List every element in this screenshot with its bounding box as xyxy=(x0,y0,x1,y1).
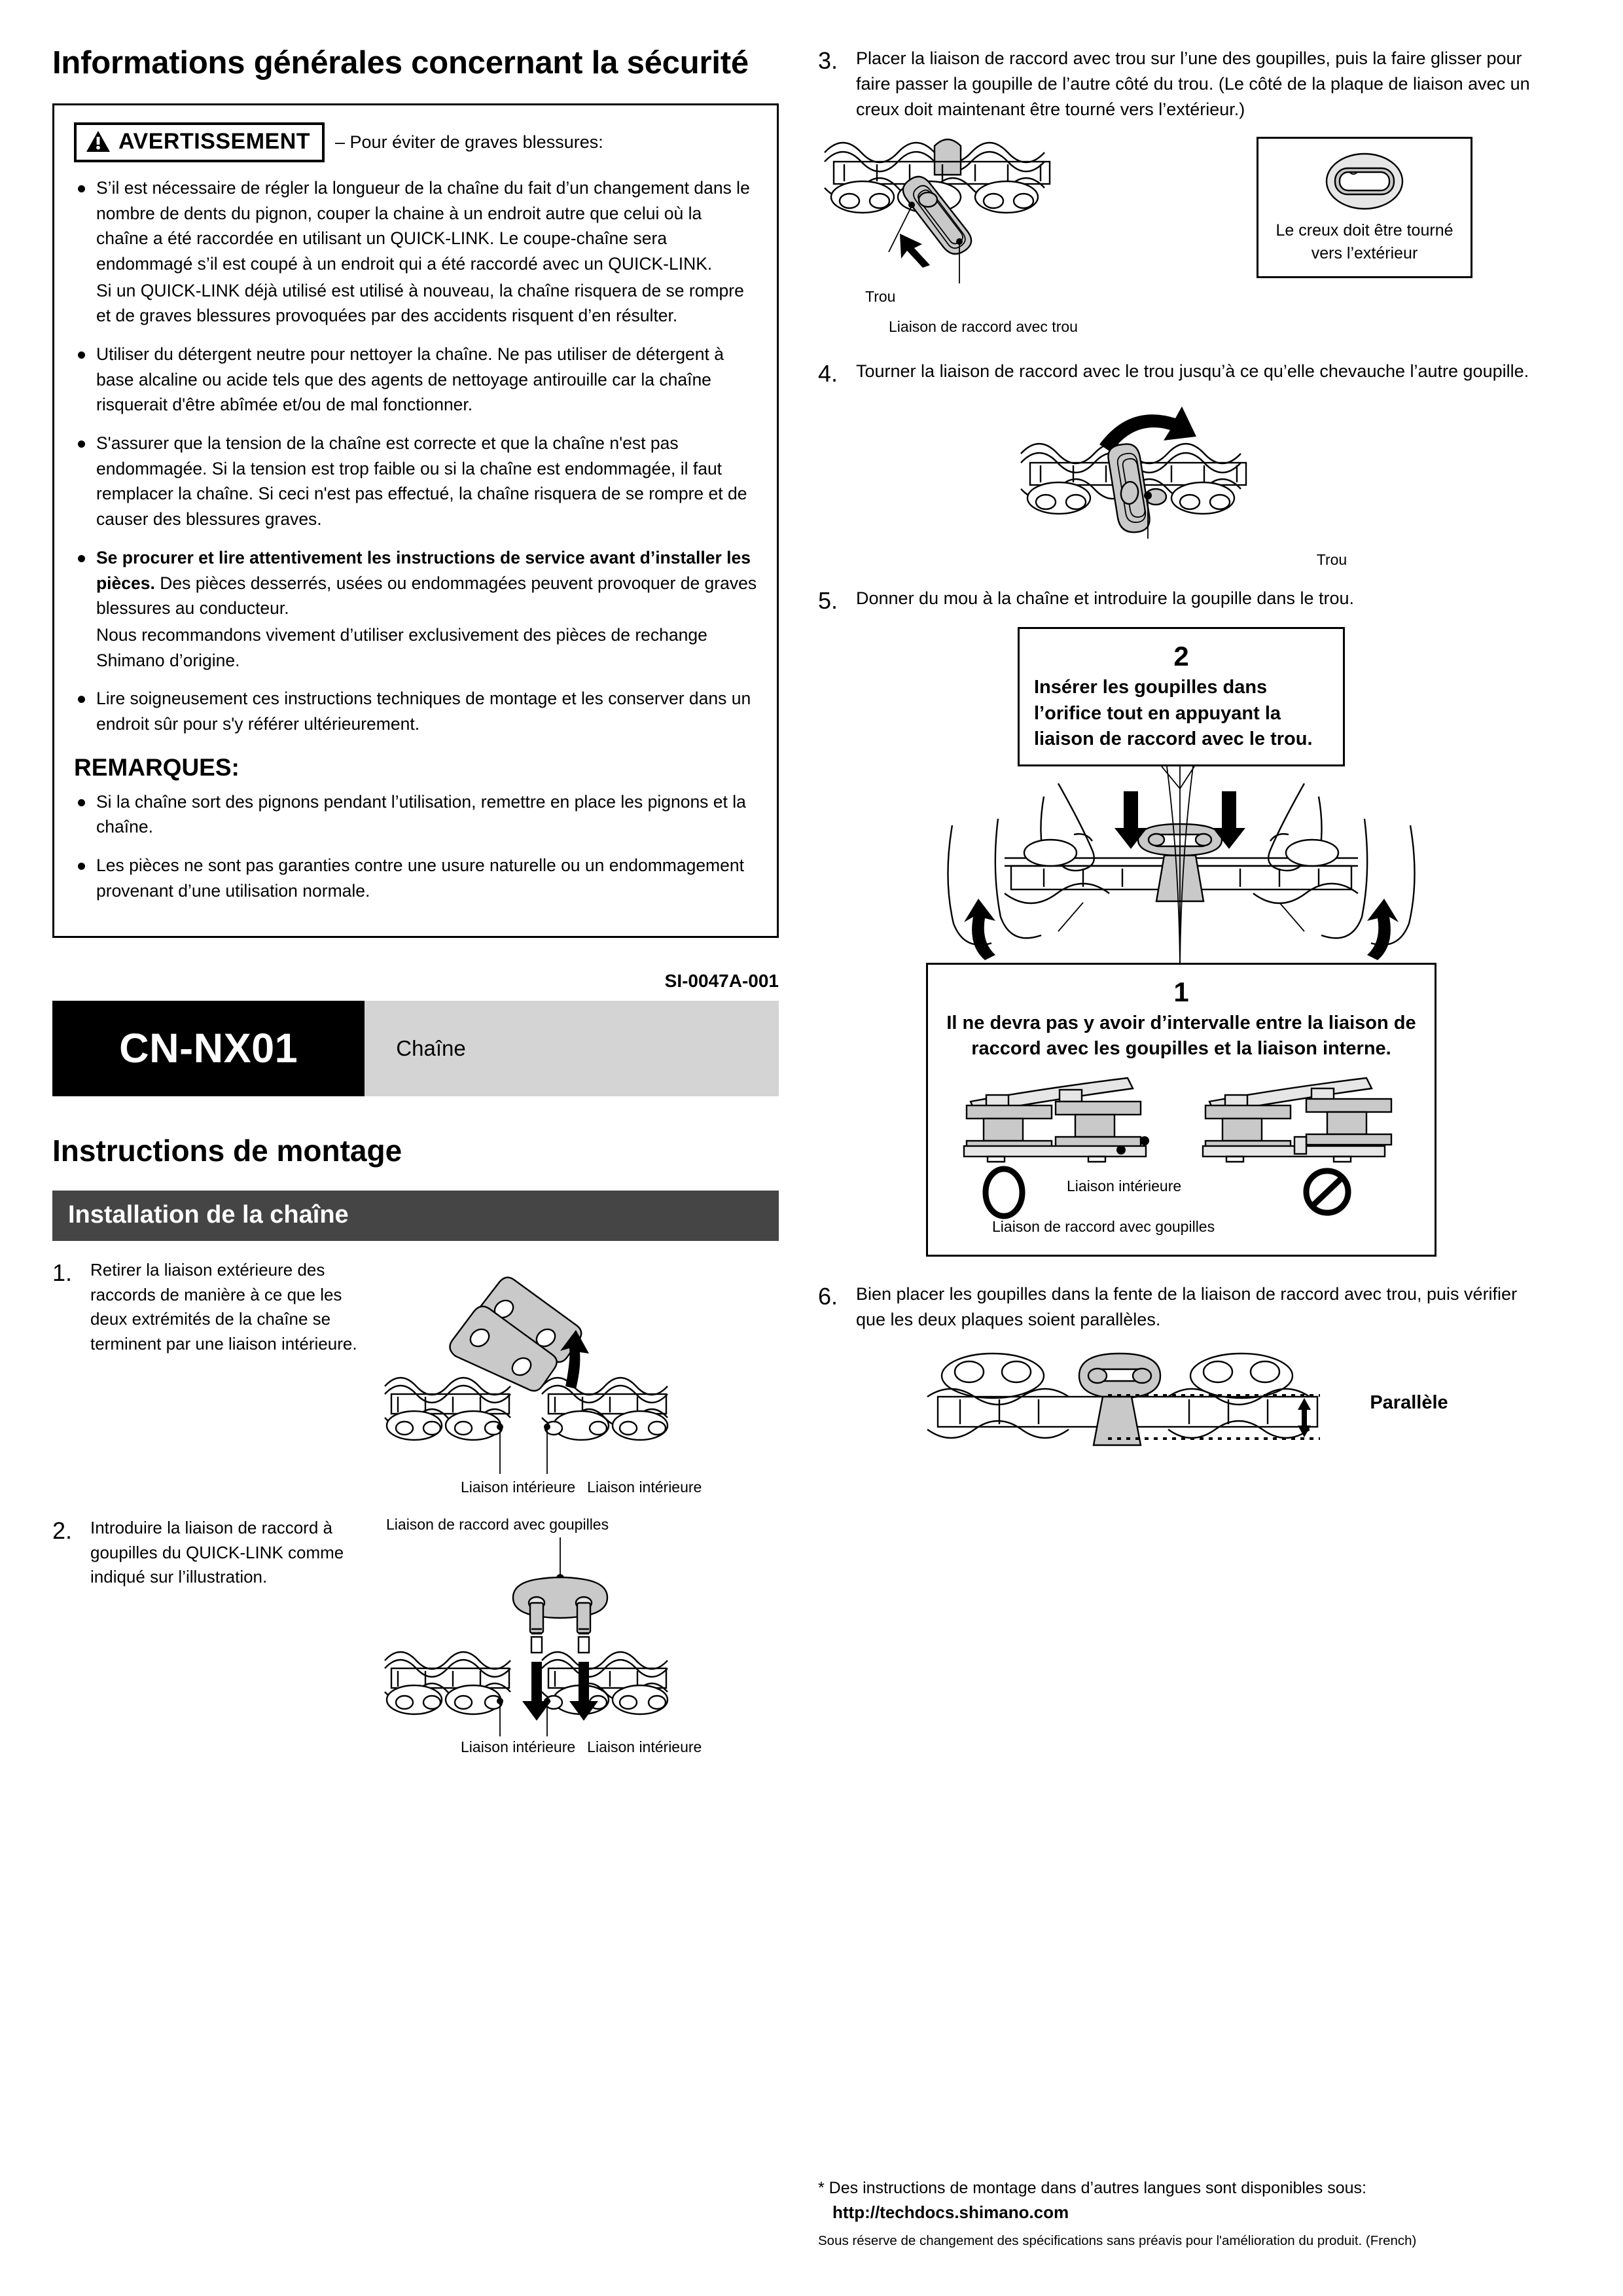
figure-caption: Trou xyxy=(1316,551,1347,569)
note-box-text: Le creux doit être tourné vers l’extérieur xyxy=(1275,221,1454,263)
page-title: Informations générales concernant la sécurité xyxy=(52,45,749,81)
warning-badge-label: AVERTISSEMENT xyxy=(118,128,311,154)
model-type-block xyxy=(365,1001,779,1096)
instructions-title: Instructions de montage xyxy=(52,1134,402,1168)
list-item xyxy=(74,342,757,418)
figure-caption: Liaison de raccord avec goupilles xyxy=(992,1217,1215,1235)
warning-header xyxy=(74,122,757,162)
warning-subtitle: – Pour éviter de graves blessures: xyxy=(335,132,603,152)
callout-box-2 xyxy=(1018,627,1345,766)
step-text: Placer la liaison de raccord avec trou sur l’une des goupilles, puis la faire glisser pour faire passer la goupille de l’autre côté du trou. (Le côté de la plaque de liaison avec un creux doit maintenant être tourné vers l’extérieur.) xyxy=(856,48,1530,120)
ok-circle-icon xyxy=(980,1164,1027,1221)
footer xyxy=(818,2177,1577,2249)
model-banner xyxy=(52,1001,779,1096)
figure-caption: Liaison intérieure xyxy=(461,1738,576,1756)
figure-caption-top: Liaison de raccord avec goupilles xyxy=(386,1516,609,1534)
callout-number: 1 xyxy=(1173,976,1189,1007)
callout-number: 2 xyxy=(1173,641,1189,672)
document-code: SI-0047A-001 xyxy=(664,971,779,992)
bullet-text: S’il est nécessaire de régler la longueur de la chaîne du fait d’un changement dans le nombre de dents du pignon, couper la chaine à un endroit autre que celui où la chaîne a été raccordée en utilisant un QUICK-LINK. Le coupe-chaîne sera endommagé s’il est coupé à un endroit qui a été raccordé avec un QUICK-LINK. xyxy=(96,177,750,274)
step-6 xyxy=(818,1282,1544,1333)
model-code: CN-NX01 xyxy=(119,1026,298,1072)
chain-outer-link-removal-illustration xyxy=(378,1258,745,1474)
figure-caption: Liaison intérieure xyxy=(1067,1177,1182,1194)
callout-text: Il ne devra pas y avoir d’intervalle entre la liaison de raccord avec les goupilles et la liaison interne. xyxy=(946,1012,1416,1060)
step-text: Tourner la liaison de raccord avec le trou jusqu’à ce qu’elle chevauche l’autre goupille. xyxy=(856,361,1529,382)
bullet-text: Si la chaîne sort des pignons pendant l’utilisation, remettre en place les pignons et la chaîne. xyxy=(96,791,746,837)
model-code-block xyxy=(52,1001,365,1096)
footer-other-languages: * Des instructions de montage dans d’autres langues sont disponibles sous: xyxy=(818,2179,1367,2197)
parallel-check-illustration xyxy=(914,1344,1372,1462)
footer-url[interactable]: http://techdocs.shimano.com xyxy=(832,2202,1069,2222)
step-number: 4. xyxy=(818,360,838,387)
step-number: 1. xyxy=(52,1259,73,1287)
pin-link-insertion-illustration xyxy=(378,1537,745,1734)
right-column xyxy=(818,46,1544,1462)
hole-link-placement-illustration xyxy=(818,137,1243,287)
figure-caption: Liaison intérieure xyxy=(587,1738,702,1756)
figure-caption: Liaison intérieure xyxy=(461,1479,576,1496)
bullet-extra: Nous recommandons vivement d’utiliser exclusivement des pièces de rechange Shimano d’origine. xyxy=(96,624,707,670)
bullet-text: Les pièces ne sont pas garanties contre une usure naturelle ou un endommagement provenant d’une utilisation normale. xyxy=(96,855,744,901)
prohibited-icon xyxy=(1302,1167,1352,1217)
step-text: Retirer la liaison extérieure des raccords de manière à ce que les deux extrémités de la chaîne se terminent par une liaison intérieure. xyxy=(90,1260,357,1354)
list-item xyxy=(74,853,757,903)
figure-step-6 xyxy=(818,1344,1544,1462)
list-item xyxy=(74,545,757,673)
step-number: 3. xyxy=(818,47,838,74)
note-box-recess-outward xyxy=(1257,137,1472,278)
rotate-hole-link-illustration xyxy=(818,397,1544,548)
list-item xyxy=(74,175,757,329)
step-2 xyxy=(52,1516,779,1756)
step-number: 5. xyxy=(818,587,838,615)
figure-caption: Liaison de raccord avec trou xyxy=(889,318,1078,336)
bullet-extra: Si un QUICK-LINK déjà utilisé est utilisé à nouveau, la chaîne risquera de se rompre et de graves blessures provoquées par des accidents risquent d’en résulter. xyxy=(96,280,744,326)
incorrect-gap-detail xyxy=(1196,1073,1406,1158)
model-type: Chaîne xyxy=(396,1036,466,1061)
callout-text: Insérer les goupilles dans l’orifice tout en appuyant la liaison de raccord avec le trou. xyxy=(1034,677,1313,750)
step-3 xyxy=(818,46,1544,122)
list-item xyxy=(74,431,757,532)
footer-disclaimer: Sous réserve de changement des spécifications sans préavis pour l'amélioration du produit. (French) xyxy=(818,2233,1417,2248)
step-4 xyxy=(818,359,1544,388)
step-1 xyxy=(52,1258,779,1496)
step-text: Bien placer les goupilles dans la fente de la liaison de raccord avec trou, puis vérifier que les deux plaques soient parallèles. xyxy=(856,1283,1518,1329)
figure-step-3 xyxy=(818,137,1544,336)
figure-step-5 xyxy=(818,627,1544,1256)
left-column xyxy=(52,46,779,1760)
step-number: 6. xyxy=(818,1282,838,1310)
callout-box-1 xyxy=(926,963,1436,1257)
step-text: Introduire la liaison de raccord à goupilles du QUICK-LINK comme indiqué sur l’illustration. xyxy=(90,1518,344,1587)
safety-warning-box xyxy=(52,103,779,939)
bullet-bold-prefix: Se procurer et lire attentivement les instructions de service avant d’installer les pièces. xyxy=(96,547,751,593)
bullet-text: Des pièces desserrés, usées ou endommagées peuvent provoquer de graves blessures au conducteur. xyxy=(96,573,757,619)
warning-badge xyxy=(74,122,325,162)
step-text: Donner du mou à la chaîne et introduire la goupille dans le trou. xyxy=(856,588,1354,609)
figure-step-4 xyxy=(818,397,1544,569)
list-item xyxy=(74,686,757,736)
remarques-list xyxy=(74,789,757,904)
figure-step-2 xyxy=(378,1516,745,1756)
step-5 xyxy=(818,586,1544,615)
remarques-title: REMARQUES: xyxy=(74,753,240,781)
warning-triangle-icon xyxy=(86,130,111,152)
bullet-text: S'assurer que la tension de la chaîne est correcte et que la chaîne n'est pas endommagée. Si la tension est trop faible ou si la chaîne est endommagée, il faut remplacer la chaîne. Si ceci n'est pas effectué, la chaîne risquera de se rompre et de causer des blessures graves. xyxy=(96,433,747,529)
section-heading-chain-install: Installation de la chaîne xyxy=(52,1191,779,1241)
bullet-text: Utiliser du détergent neutre pour nettoyer la chaîne. Ne pas utiliser de détergent à base alcaline ou acide tels que des agents de nettoyage antirouille car la chaîne risquerait d'être abîmée et/ou de mal fonctionner. xyxy=(96,344,724,415)
recess-detail-icon xyxy=(1315,150,1414,213)
two-hands-pressing-illustration xyxy=(887,766,1476,963)
parallel-label: Parallèle xyxy=(1370,1392,1448,1414)
figure-step-1 xyxy=(378,1258,745,1496)
list-item xyxy=(74,789,757,840)
warning-bullet-list xyxy=(74,175,757,737)
bullet-text: Lire soigneusement ces instructions techniques de montage et les conserver dans un endroit sûr pour s'y référer ultérieurement. xyxy=(96,689,751,734)
correct-gap-detail xyxy=(957,1073,1167,1158)
figure-caption: Trou xyxy=(865,288,896,306)
figure-caption: Liaison intérieure xyxy=(587,1479,702,1496)
step-number: 2. xyxy=(52,1517,73,1545)
